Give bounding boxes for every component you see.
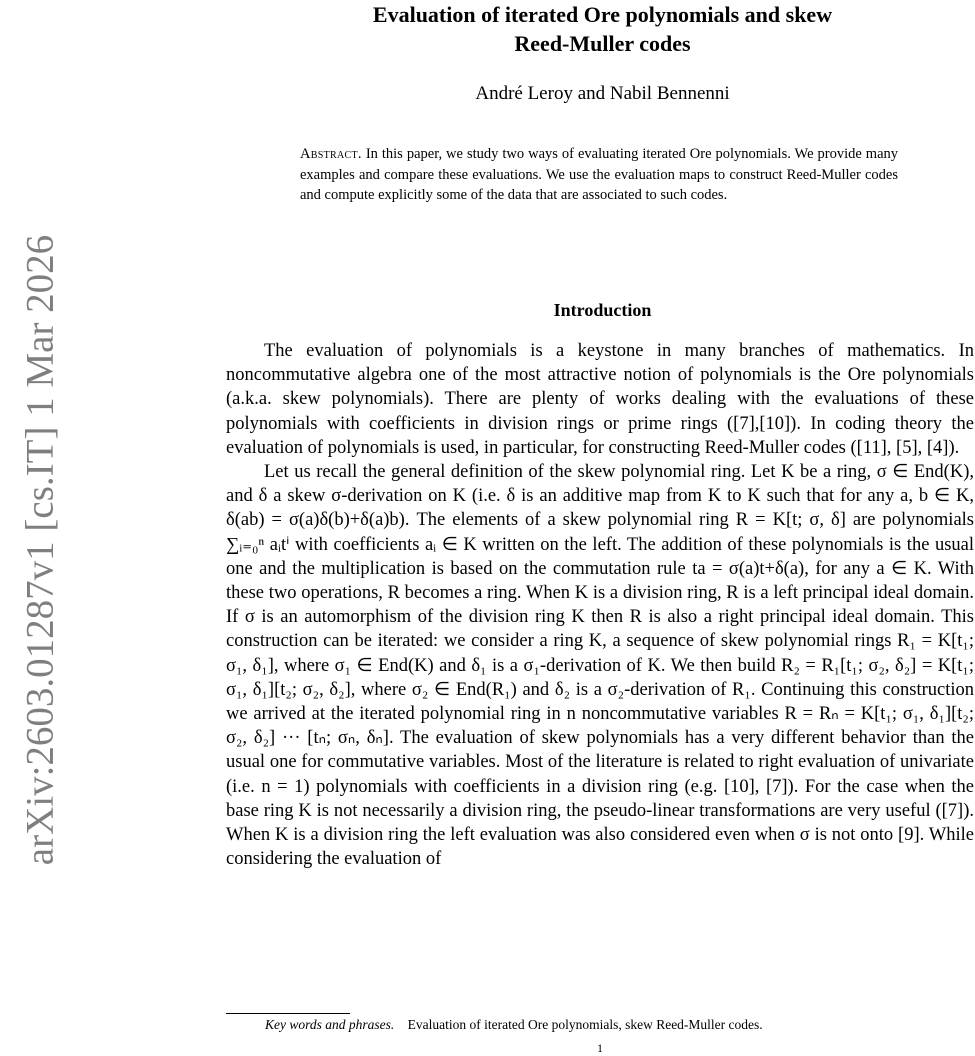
footnote-rule [226, 1013, 350, 1014]
title-line-1: Evaluation of iterated Ore polynomials and skew [372, 2, 833, 27]
arxiv-identifier: arXiv:2603.01287v1 [cs.IT] 1 Mar 2026 [18, 234, 62, 866]
paragraph: Let us recall the general definition of the skew polynomial ring. Let K be a ring, σ ∈ End(K), and δ a skew σ-derivation on K (i.e. δ is an additive map from K to K such that for any a, b ∈ K, δ(ab) = σ(a)δ(b)+δ(a)b). The elements of a skew polynomial ring R = K[t; σ, δ] are polynomials ∑ᵢ₌₀ⁿ aᵢtⁱ with coefficients aᵢ ∈ K written on the left. The addition of these polynomials is the usual one and the multiplication is based on the commutation rule ta = σ(a)t+δ(a), for any a ∈ K. With these two operations, R becomes a ring. When K is a division ring, R is a left principal ideal domain. If σ is an automorphism of the division ring K then R is also a right principal ideal domain. This construction can be iterated: we consider a ring K, a sequence of skew polynomial rings R₁ = K[t₁; σ₁, δ₁], where σ₁ ∈ End(K) and δ₁ is a σ₁-derivation of K. We then build R₂ = R₁[t₁; σ₂, δ₂] = K[t₁; σ₁, δ₁][t₂; σ₂, δ₂], where σ₂ ∈ End(R₁) and δ₂ is a σ₂-derivation of R₁. Continuing this construction we arrived at the iterated polynomial ring in n noncommutative variables R = Rₙ = K[t₁; σ₁, δ₁][t₂; σ₂, δ₂] ··· [tₙ; σₙ, δₙ]. The evaluation of skew polynomials has a very different behavior than the usual one for commutative variables. Most of the literature is related to right evaluation of univariate (i.e. n = 1) polynomials with coefficients in a division ring (e.g. [10], [7]). For the case when the base ring K is not necessarily a division ring, the pseudo-linear transformations are very useful ([7]). When K is a division ring the left evaluation was also considered even when σ is not onto [9]. While considering the evaluation of [226, 462, 974, 870]
footnote-label: Key words and phrases. [265, 1017, 395, 1032]
abstract [300, 144, 898, 206]
page-number: 1 [597, 1041, 603, 1055]
authors: André Leroy and Nabil Bennenni [475, 83, 730, 104]
paper-title [230, 0, 975, 58]
abstract-text: In this paper, we study two ways of evaluating iterated Ore polynomials. We provide many examples and compare these evaluations. We use the evaluation maps to construct Reed-Muller codes and compute explicitly some of the data that are associated to such codes. [300, 146, 899, 203]
paragraph: The evaluation of polynomials is a keystone in many branches of mathematics. In noncommutative algebra one of the most attractive notion of polynomials is the Ore polynomials (a.k.a. skew polynomials). There are plenty of works dealing with the evaluations of these polynomials with coefficients in division rings or prime rings ([7],[10]). In coding theory the evaluation of polynomials is used, in particular, for constructing Reed-Muller codes ([11], [5], [4]). [226, 341, 974, 458]
footnote [265, 1017, 975, 1033]
title-line-2: Reed-Muller codes [514, 31, 691, 56]
abstract-label: Abstract. [300, 146, 362, 162]
body-text [226, 339, 974, 871]
section-heading: Introduction [553, 300, 652, 320]
footnote-text: Evaluation of iterated Ore polynomials, skew Reed-Muller codes. [407, 1017, 763, 1032]
